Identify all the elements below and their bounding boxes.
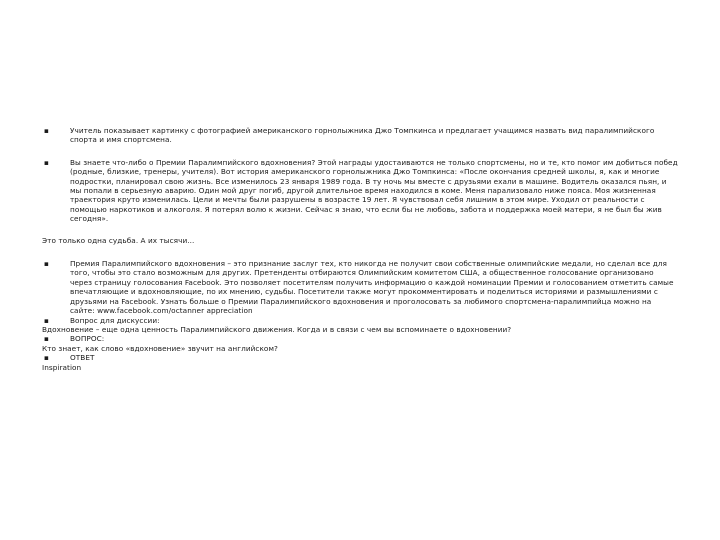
bullet-icon: ▪	[44, 126, 49, 135]
discussion-question: Вдохновение – еще одна ценность Паралимпийского движения. Когда и в связи с чем вы вспоминаете о вдохновении?	[42, 324, 512, 334]
paragraph-teacher-shows-photo: Учитель показывает картинку с фотографией американского горнолыжника Джо Томпкинса и предлагает учащимся назвать вид паралимпийского спорта и имя спортсмена.	[70, 126, 655, 145]
bullet-icon: ▪	[44, 334, 49, 344]
list-item	[42, 334, 678, 343]
bullet-icon: ▪	[44, 157, 49, 167]
answer-text: Inspiration	[42, 362, 82, 372]
paragraph-tompkins-story: Вы знаете что-либо о Премии Паралимпийского вдохновения? Этой награды удостаиваются не только спортсмены, но и те, кто помог им добиться побед (родные, близкие, тренеры, учителя). Вот история американского горнолыжника Джо Томпкинса: «После окончания средней школы, я, как и многие подростки, планировал свою жизнь. Все изменилось 23 января 1989 года. В ту ночь мы вместе с друзьями ехали в машине. Водитель оказался пьян, и мы попали в серьезную аварию. Один мой друг погиб, другой длительное время находился в коме. Меня парализовало ниже пояса. Моя жизненная траектория круто изменилась. Цели и мечты были разрушены в возрасте 19 лет. Я чувствовал себя лишним в этом мире. Уходил от реальности с помощью наркотиков и алкоголя. Я потерял волю к жизни. Сейчас я знаю, что если бы не любовь, забота и поддержка моей матери, я не был бы жив сегодня».	[70, 157, 678, 224]
list-item	[42, 259, 678, 315]
discussion-label: Вопрос для дискуссии:	[70, 315, 160, 325]
paragraph-one-fate: Это только одна судьба. А их тысячи...	[42, 235, 195, 245]
list-item	[42, 353, 678, 362]
bullet-icon: ▪	[44, 353, 49, 363]
bullet-icon: ▪	[44, 259, 49, 269]
answer-label: ОТВЕТ	[70, 353, 95, 363]
list-item	[42, 126, 678, 145]
question-text: Кто знает, как слово «вдохновение» звучит на английском?	[42, 343, 278, 353]
list-item	[42, 158, 678, 224]
list-item	[42, 316, 678, 325]
paragraph-award-description: Премия Паралимпийского вдохновения – это признание заслуг тех, кто никогда не получит свои собственные олимпийские медали, но сделал все для того, чтобы это стало возможным для других. Претенденты отбираются Олимпийским комитетом США, а общественное голосование организовано через страницу голосования Facebook. Это позволяет посетителям получить информацию о каждой номинации Премии и голосованием отметить самые впечатляющие и вдохновляющие, по их мнению, судьбы. Посетители также могут прокомментировать и поделиться историями и размышлениями с друзьями на Facebook. Узнать больше о Премии Паралимпийского вдохновения и проголосовать за любимого спортсмена-паралимпийца можно на сайте: www.facebook.com/octanner appreciation	[70, 259, 674, 316]
bullet-icon: ▪	[44, 315, 49, 325]
document-body	[42, 126, 678, 372]
question-label: ВОПРОС:	[70, 334, 105, 344]
